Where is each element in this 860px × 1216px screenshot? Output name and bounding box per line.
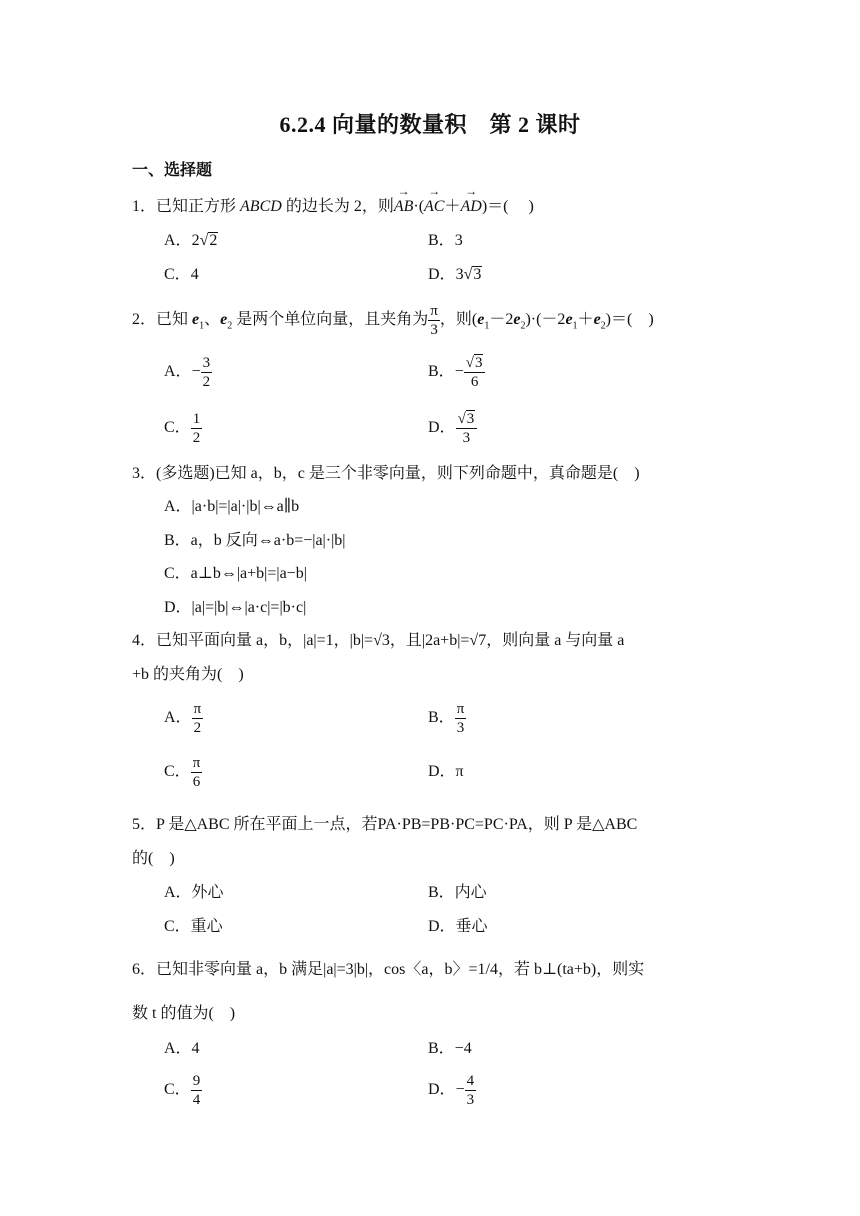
question-1: 1．已知正方形 ABCD 的边长为 2，则→ AB·(→ AC＋→ AD)＝( ) — [132, 197, 534, 217]
question-5-line1: 5．P 是△ABC 所在平面上一点，若PA·PB=PB·PC=PC·PA，则 P 是△ABC — [132, 816, 638, 833]
q4-option-a[interactable]: A． $\frac{\pi}{2}$ — [164, 701, 202, 736]
question-6-line1: 6．已知非零向量 a，b 满足|a|=3|b|，cos〈a，b〉=1/4，若 b⊥(ta+b)，则实 — [132, 961, 645, 978]
q1-option-d[interactable]: D．3√3 — [428, 266, 482, 283]
q2-option-d[interactable]: D． $\frac{√3}{3}$ — [428, 410, 477, 447]
q3-option-c[interactable]: C．a⊥b⇔|a+b|=|a−b| — [164, 565, 307, 582]
section-heading: 一、选择题 — [132, 162, 213, 179]
q6-option-b[interactable]: B．−4 — [428, 1040, 472, 1057]
q5-option-b[interactable]: B．内心 — [428, 884, 487, 901]
question-6-line2: 数 t 的值为( ) — [132, 1005, 236, 1022]
q4-option-c[interactable]: C． $\frac{\pi}{6}$ — [164, 755, 201, 790]
question-4-line1: 4．已知平面向量 a，b，|a|=1，|b|=√3，且|2a+b|=√7，则向量 a 与向量 a — [132, 632, 625, 649]
q1-option-b[interactable]: B．3 — [428, 232, 463, 249]
question-4-line2: +b 的夹角为( ) — [132, 666, 244, 683]
q2-option-b[interactable]: B．− $\frac{√3}{6}$ — [428, 354, 485, 391]
page-title: 6.2.4 向量的数量积 第 2 课时 — [279, 112, 581, 137]
q3-option-d[interactable]: D．|a|=|b|⇔|a·c|=|b·c| — [164, 599, 307, 616]
q3-option-a[interactable]: A．|a·b|=|a|·|b|⇔a∥b — [164, 498, 300, 515]
q3-option-b[interactable]: B．a，b 反向⇔a·b=−|a|·|b| — [164, 532, 346, 549]
question-3: 3．(多选题)已知 a，b，c 是三个非零向量，则下列命题中，真命题是( ) — [132, 465, 640, 482]
q6-option-d[interactable]: D．− $\frac{4}{3}$ — [428, 1073, 475, 1108]
q2-option-a[interactable]: A．− $\frac{3}{2}$ — [164, 355, 211, 390]
q4-option-b[interactable]: B． $\frac{\pi}{3}$ — [428, 701, 465, 736]
q4-option-d[interactable]: D．π — [428, 763, 464, 780]
q5-option-c[interactable]: C．重心 — [164, 918, 223, 935]
q2-option-c[interactable]: C． $\frac{1}{2}$ — [164, 411, 201, 446]
question-2: 2．已知 $e_1$、$e_2$ 是两个单位向量，且夹角为 $\frac{\pi}{3}$ ，则$(e_1-2e_2)\cdot(-2e_1+e_2)=$( ) — [132, 303, 654, 338]
q6-option-c[interactable]: C． $\frac{9}{4}$ — [164, 1073, 201, 1108]
q6-option-a[interactable]: A．4 — [164, 1040, 200, 1057]
q1-option-a[interactable]: A．2√2 — [164, 232, 218, 249]
q5-option-a[interactable]: A．外心 — [164, 884, 224, 901]
q1-option-c[interactable]: C．4 — [164, 266, 199, 283]
question-5-line2: 的( ) — [132, 850, 175, 867]
q5-option-d[interactable]: D．垂心 — [428, 918, 488, 935]
